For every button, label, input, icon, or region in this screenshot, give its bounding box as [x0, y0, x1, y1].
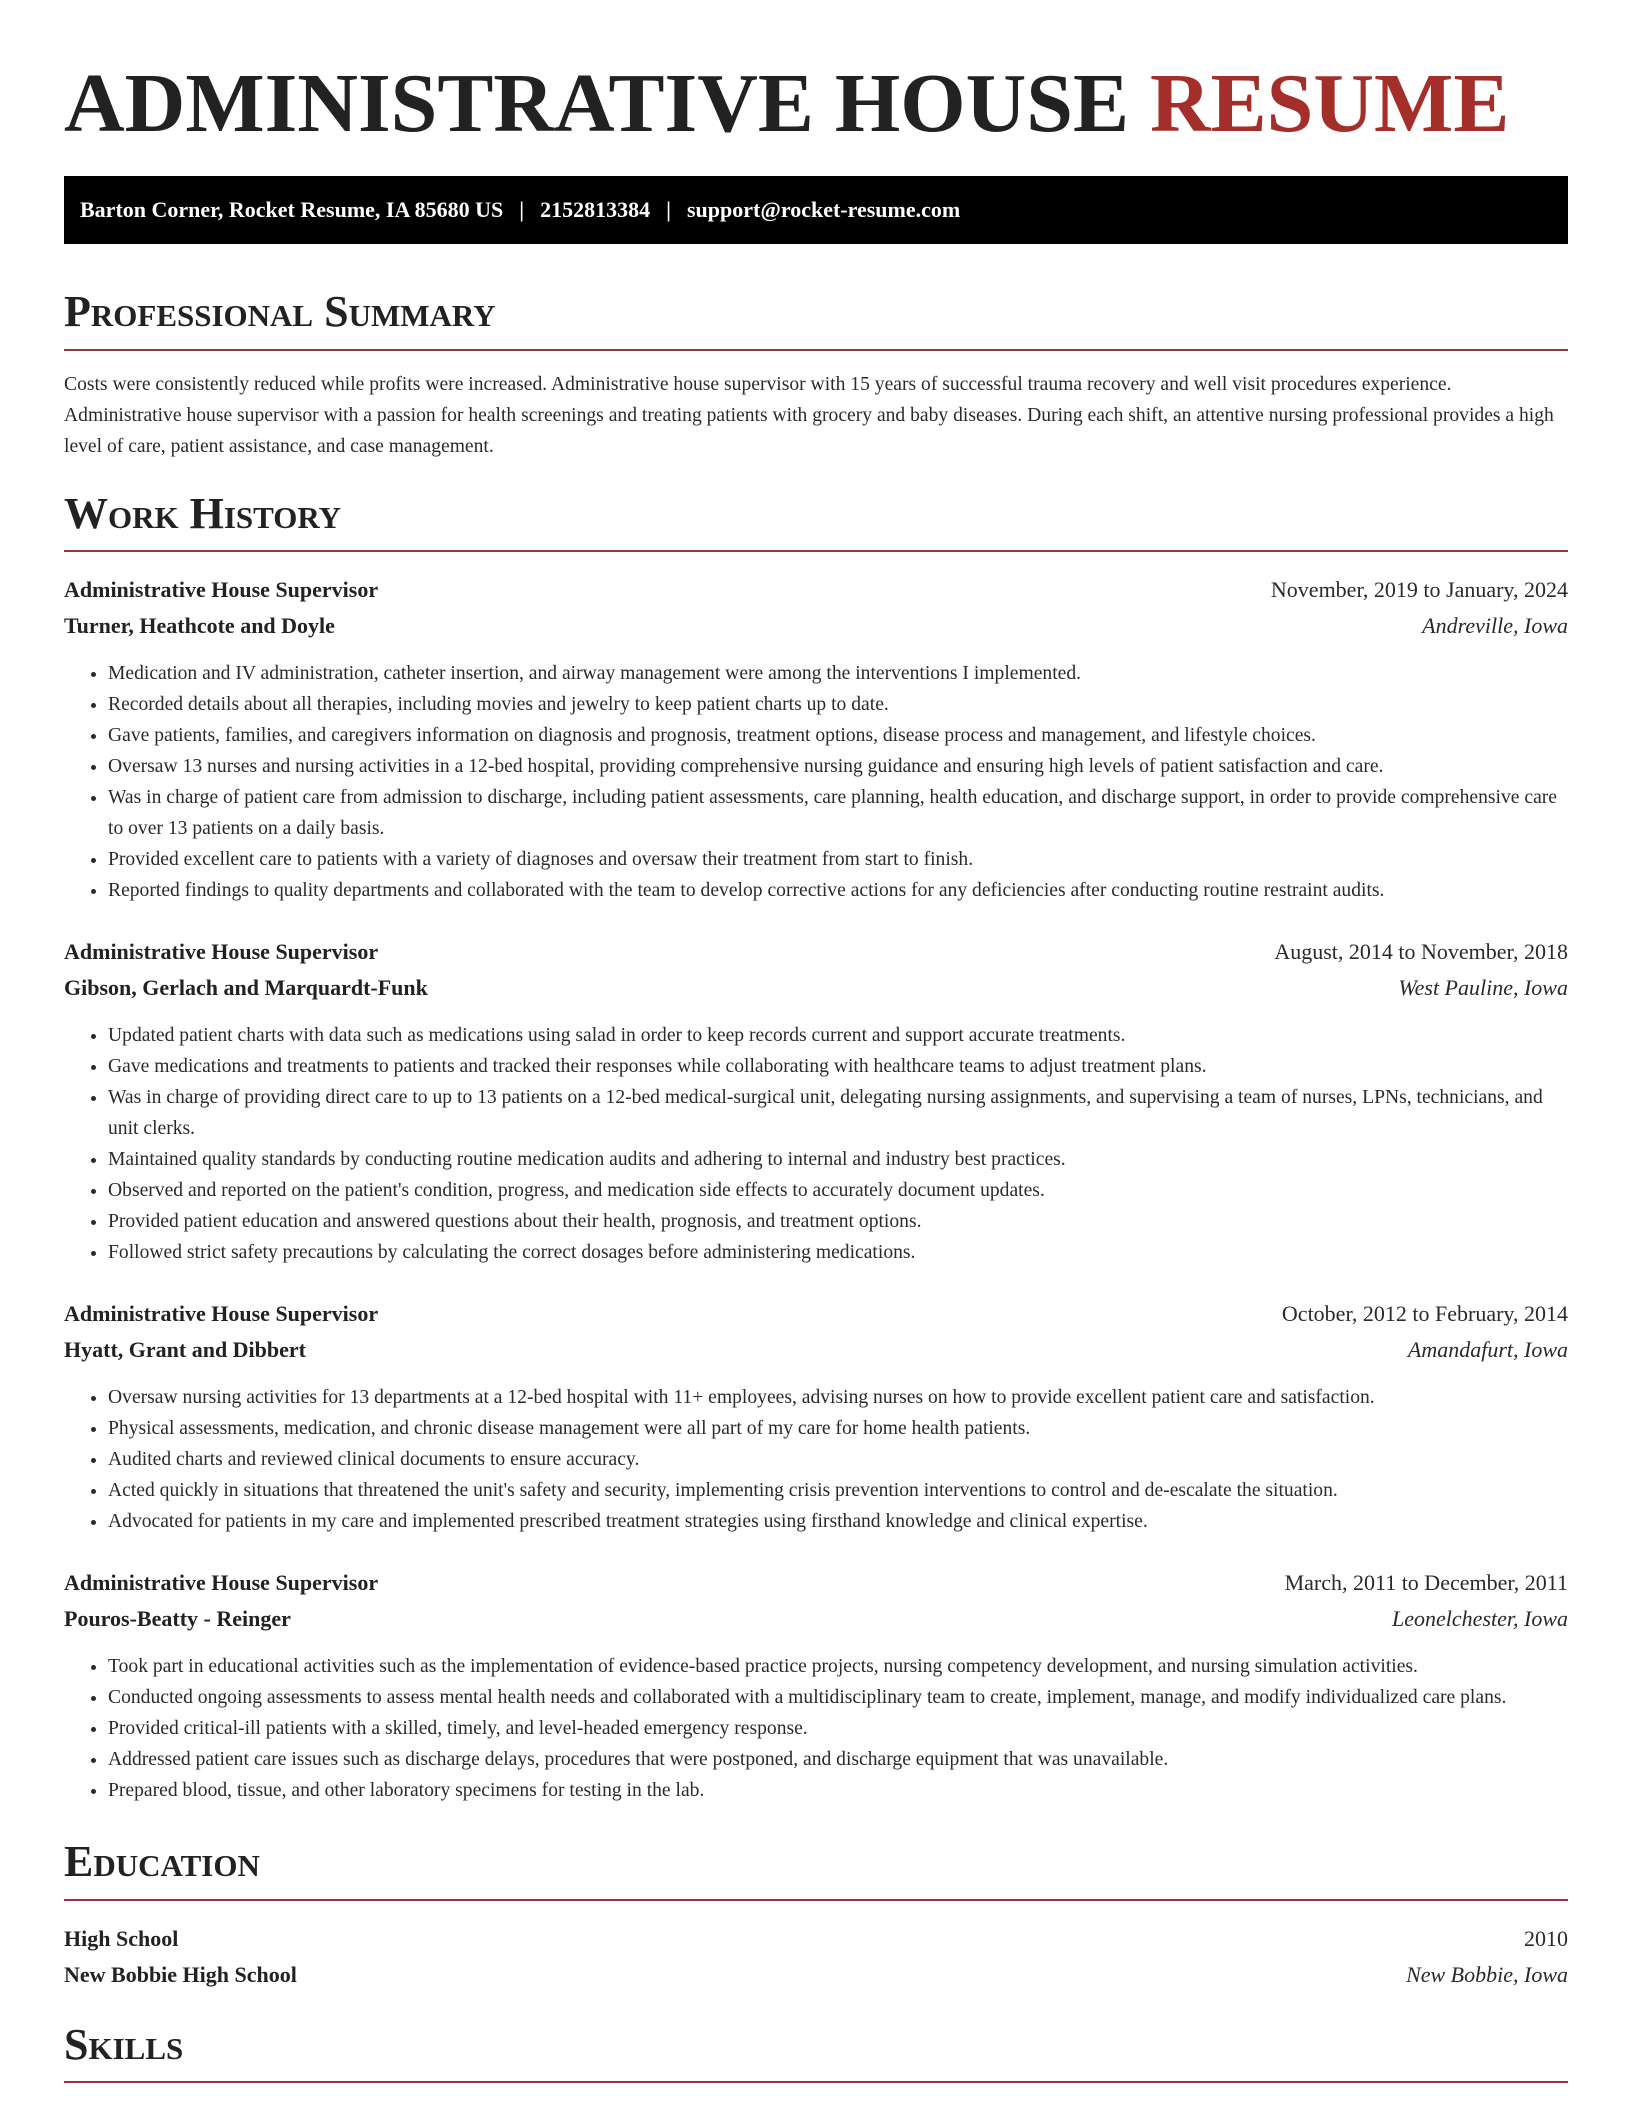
contact-separator: |: [519, 197, 525, 223]
name-accent: RESUME: [1149, 57, 1510, 150]
job-role: Administrative House Supervisor: [64, 577, 379, 603]
job-company: Pouros-Beatty - Reinger: [64, 1606, 291, 1632]
job-bullet: • Gave medications and treatments to patients and tracked their responses while collaborating with healthcare teams to adjust treatment plans.: [108, 1051, 1568, 1082]
job-company: Turner, Heathcote and Doyle: [64, 613, 335, 639]
job-role: Administrative House Supervisor: [64, 1301, 379, 1327]
contact-separator: |: [666, 197, 671, 223]
job-bullet: • Prepared blood, tissue, and other laboratory specimens for testing in the lab.: [108, 1775, 1568, 1806]
contact-address: Barton Corner, Rocket Resume, IA 85680 US: [80, 197, 504, 223]
job-bullet: • Advocated for patients in my care and implemented prescribed treatment strategies using firsthand knowledge and clinical expertise.: [108, 1506, 1568, 1537]
job-bullet: • Conducted ongoing assessments to assess mental health needs and collaborated with a multidisciplinary team to create, implement, manage, and modify individualized care plans.: [108, 1682, 1568, 1713]
job-bullet: • Provided patient education and answered questions about their health, prognosis, and treatment options.: [108, 1206, 1568, 1237]
summary-heading: Professional Summary: [64, 288, 1568, 350]
contact-phone: 2152813384: [540, 197, 651, 223]
education-heading: Education: [64, 1838, 1568, 1900]
education-year: 2010: [1524, 1925, 1568, 1951]
job-entry: [64, 1565, 1568, 1806]
job-entry: [64, 1296, 1568, 1537]
job-entry: [64, 934, 1568, 1268]
job-location: Andreville, Iowa: [1422, 613, 1568, 639]
job-bullet: • Was in charge of patient care from admission to discharge, including patient assessments, care planning, health education, and discharge support, in order to provide comprehensive care to over 13 patients on a daily basis.: [108, 782, 1568, 844]
skills-heading: Skills: [64, 2021, 1568, 2083]
job-role: Administrative House Supervisor: [64, 1570, 379, 1596]
work-history-heading: Work History: [64, 490, 1568, 552]
work-history-section: [64, 490, 1568, 1806]
job-bullet: • Physical assessments, medication, and chronic disease management were all part of my care for home health patients.: [108, 1413, 1568, 1444]
job-bullet: • Gave patients, families, and caregivers information on diagnosis and prognosis, treatment options, disease process and management, and lifestyle choices.: [108, 720, 1568, 751]
job-location: West Pauline, Iowa: [1398, 975, 1568, 1001]
job-dates: October, 2012 to February, 2014: [1281, 1301, 1568, 1327]
job-bullet: • Oversaw nursing activities for 13 departments at a 12-bed hospital with 11+ employees, advising nurses on how to provide excellent patient care and satisfaction.: [108, 1382, 1568, 1413]
education-entry: [64, 1921, 1568, 1993]
job-bullets: [64, 1382, 1568, 1537]
job-bullet: • Maintained quality standards by conducting routine medication audits and adhering to internal and industry best practices.: [108, 1144, 1568, 1175]
job-bullet: • Took part in educational activities such as the implementation of evidence-based practice projects, nursing competency development, and nursing simulation activities.: [108, 1651, 1568, 1682]
job-dates: November, 2019 to January, 2024: [1270, 577, 1568, 603]
contact-bar: [64, 176, 1568, 244]
job-bullets: [64, 1651, 1568, 1806]
job-bullet: • Oversaw 13 nurses and nursing activities in a 12-bed hospital, providing comprehensive nursing guidance and ensuring high levels of patient satisfaction and care.: [108, 751, 1568, 782]
education-degree: High School: [64, 1925, 179, 1951]
job-bullet: • Followed strict safety precautions by calculating the correct dosages before administering medications.: [108, 1237, 1568, 1268]
job-bullet: • Was in charge of providing direct care to up to 13 patients on a 12-bed medical-surgical unit, delegating nursing assignments, and supervising a team of nurses, LPNs, technicians, and unit clerks.: [108, 1082, 1568, 1144]
education-school: New Bobbie High School: [64, 1961, 297, 1987]
job-dates: August, 2014 to November, 2018: [1274, 939, 1568, 965]
job-entry: [64, 572, 1568, 906]
summary-section: [64, 288, 1568, 461]
job-bullet: • Medication and IV administration, catheter insertion, and airway management were among the interventions I implemented.: [108, 658, 1568, 689]
job-bullet: • Provided excellent care to patients with a variety of diagnoses and oversaw their treatment from start to finish.: [108, 844, 1568, 875]
job-location: Leonelchester, Iowa: [1392, 1606, 1568, 1632]
contact-email: support@rocket-resume.com: [687, 197, 961, 223]
job-dates: March, 2011 to December, 2011: [1284, 1570, 1568, 1596]
job-bullet: • Acted quickly in situations that threatened the unit's safety and security, implementing crisis prevention interventions to control and de-escalate the situation.: [108, 1475, 1568, 1506]
job-location: Amandafurt, Iowa: [1407, 1337, 1568, 1363]
job-bullet: • Observed and reported on the patient's condition, progress, and medication side effects to accurately document updates.: [108, 1175, 1568, 1206]
job-bullets: [64, 1020, 1568, 1268]
job-bullet: • Reported findings to quality departments and collaborated with the team to develop corrective actions for any deficiencies after conducting routine restraint audits.: [108, 875, 1568, 906]
job-bullet: • Audited charts and reviewed clinical documents to ensure accuracy.: [108, 1444, 1568, 1475]
education-section: [64, 1838, 1568, 1992]
job-bullet: • Recorded details about all therapies, including movies and jewelry to keep patient charts up to date.: [108, 689, 1568, 720]
skills-section: [64, 2021, 1568, 2083]
job-bullet: • Updated patient charts with data such as medications using salad in order to keep records current and support accurate treatments.: [108, 1020, 1568, 1051]
job-bullets: [64, 658, 1568, 906]
job-role: Administrative House Supervisor: [64, 939, 379, 965]
job-bullet: • Provided critical-ill patients with a skilled, timely, and level-headed emergency response.: [108, 1713, 1568, 1744]
job-company: Gibson, Gerlach and Marquardt-Funk: [64, 975, 428, 1001]
name-main: ADMINISTRATIVE HOUSE: [64, 57, 1129, 150]
summary-text: Costs were consistently reduced while profits were increased. Administrative house supervisor with 15 years of successful trauma recovery and well visit procedures experience. Administrative house supervisor with a passion for health screenings and treating patients with grocery and baby diseases. During each shift, an attentive nursing professional provides a high level of care, patient assistance, and case management.: [64, 373, 1554, 457]
resume-page: [64, 0, 1568, 2083]
resume-title: [64, 58, 1568, 150]
education-location: New Bobbie, Iowa: [1406, 1961, 1568, 1987]
job-bullet: • Addressed patient care issues such as discharge delays, procedures that were postponed, and discharge equipment that was unavailable.: [108, 1744, 1568, 1775]
job-company: Hyatt, Grant and Dibbert: [64, 1337, 306, 1363]
